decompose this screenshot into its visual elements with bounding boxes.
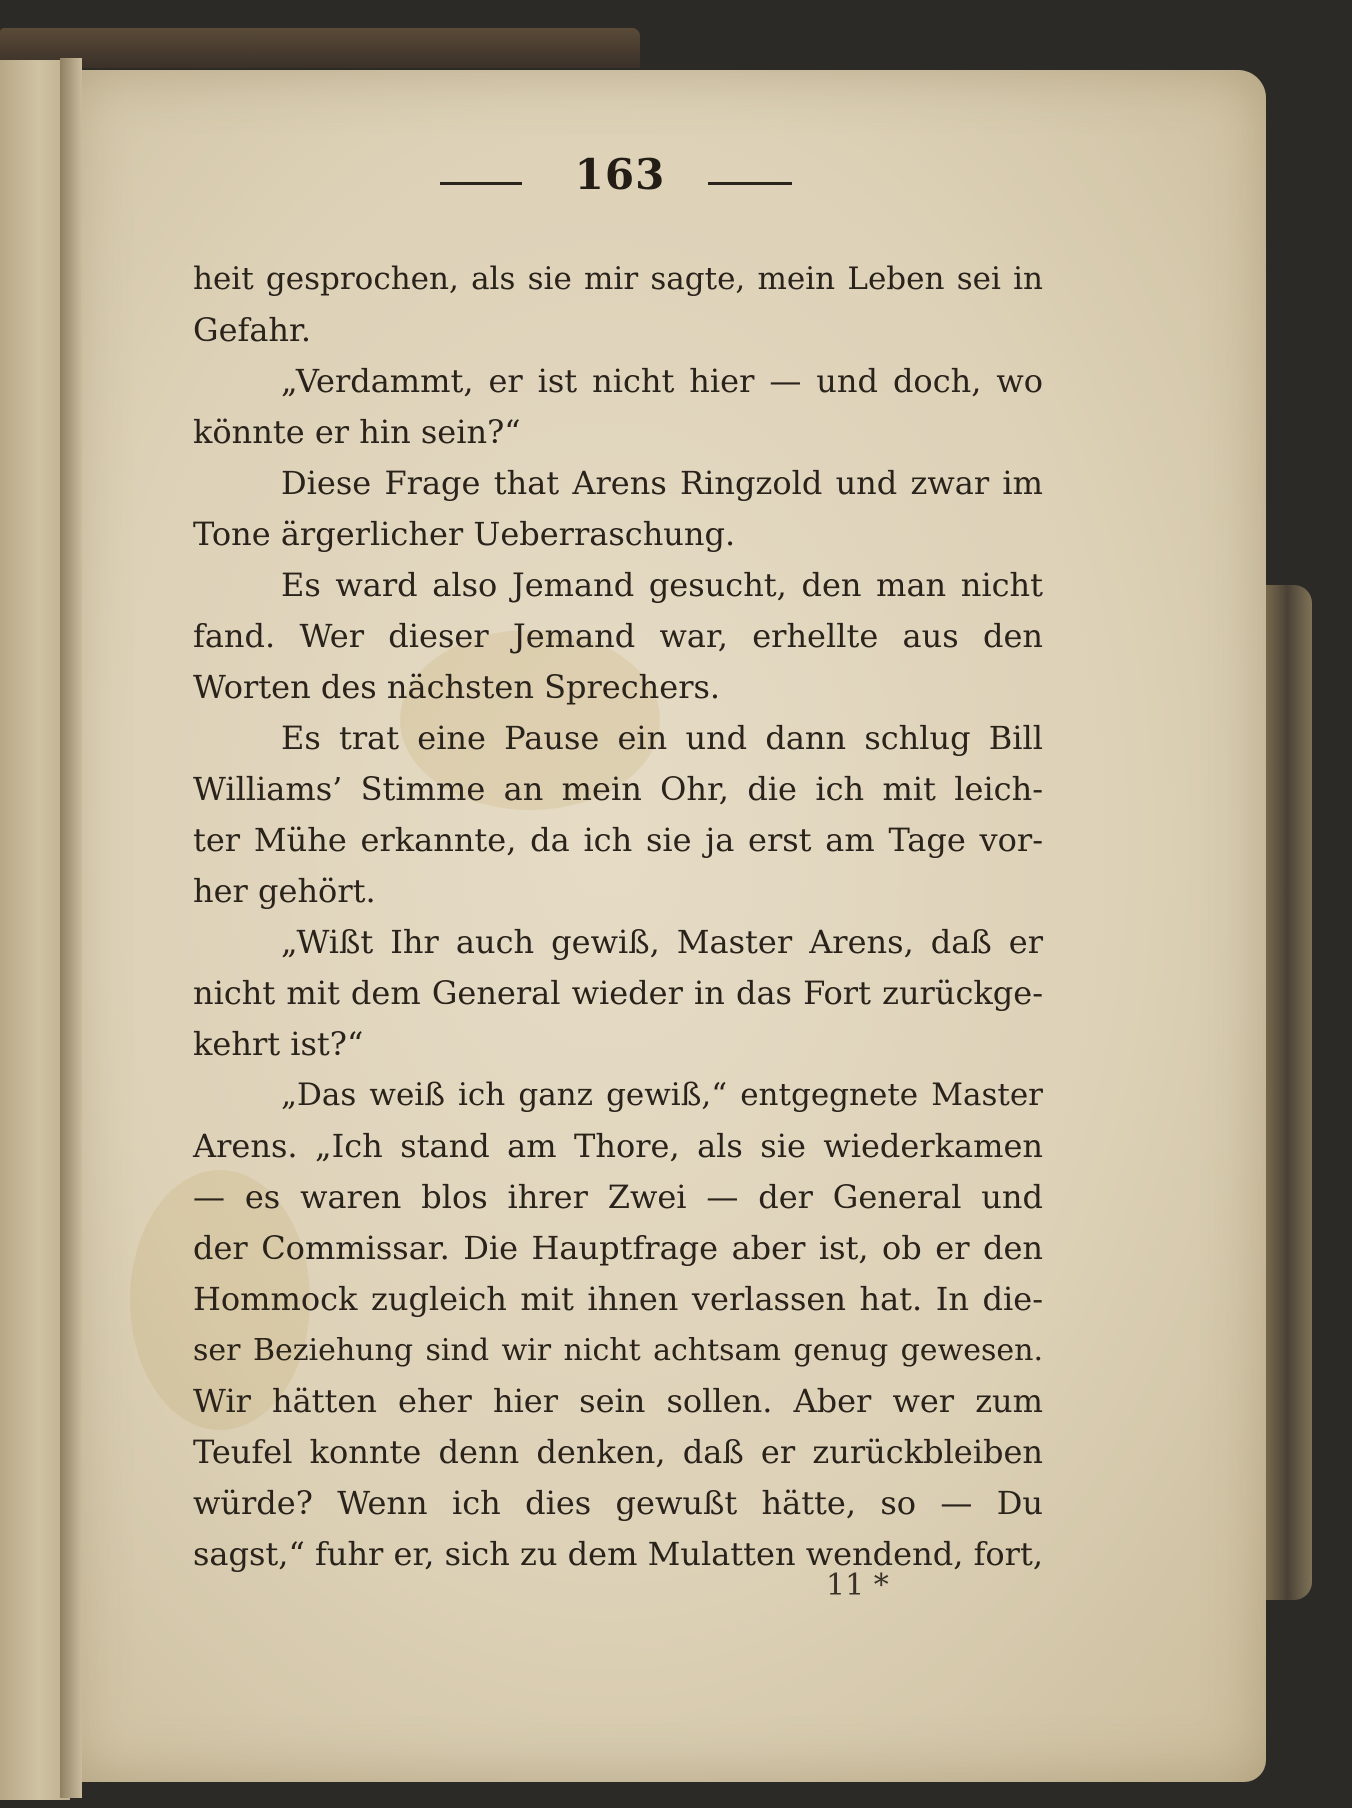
text-line: Diese Frage that Arens Ringzold und zwar im bbox=[281, 464, 1043, 502]
text-line: her gehört. bbox=[193, 872, 376, 910]
text-line: Tone ärgerlicher Ueberraschung. bbox=[193, 515, 736, 553]
text-line: Es trat eine Pause ein und dann schlug Bill bbox=[281, 719, 1043, 757]
printer-signature: 11 * bbox=[826, 1568, 889, 1603]
text-line: — es waren blos ihrer Zwei — der General und bbox=[193, 1178, 1043, 1216]
text-line: könnte er hin sein?“ bbox=[193, 413, 521, 451]
page-header bbox=[0, 150, 1352, 210]
text-line: kehrt ist?“ bbox=[193, 1025, 364, 1063]
text-line: „Das weiß ich ganz gewiß,“ entgegnete Master bbox=[281, 1077, 1043, 1113]
text-line: ter Mühe erkannte, da ich sie ja erst am Tage vor- bbox=[193, 821, 1043, 859]
text-line: der Commissar. Die Hauptfrage aber ist, ob er den bbox=[193, 1229, 1043, 1267]
text-line: fand. Wer dieser Jemand war, erhellte aus den bbox=[193, 617, 1043, 655]
text-line: „Verdammt, er ist nicht hier — und doch, wo bbox=[281, 362, 1043, 400]
header-rule-left bbox=[440, 182, 522, 185]
text-line: „Wißt Ihr auch gewiß, Master Arens, daß er bbox=[281, 923, 1043, 961]
text-line: Gefahr. bbox=[193, 311, 311, 349]
page-body-text bbox=[193, 254, 1043, 1580]
text-line: Teufel konnte denn denken, daß er zurückbleiben bbox=[193, 1433, 1043, 1471]
text-line: Williams’ Stimme an mein Ohr, die ich mit leich- bbox=[193, 770, 1043, 808]
text-line: ser Beziehung sind wir nicht achtsam genug gewesen. bbox=[193, 1333, 1043, 1368]
text-line: heit gesprochen, als sie mir sagte, mein Leben sei in bbox=[193, 261, 1043, 297]
header-rule-right bbox=[708, 182, 792, 185]
text-line: Hommock zugleich mit ihnen verlassen hat. In die- bbox=[193, 1280, 1043, 1318]
text-line: Wir hätten eher hier sein sollen. Aber wer zum bbox=[193, 1382, 1043, 1420]
text-line: Arens. „Ich stand am Thore, als sie wiederkamen bbox=[193, 1127, 1043, 1165]
text-line: Es ward also Jemand gesucht, den man nicht bbox=[281, 566, 1043, 604]
book-gutter bbox=[60, 58, 82, 1798]
page-number: 163 bbox=[574, 150, 666, 199]
book-cover-top bbox=[0, 28, 640, 68]
text-line: Worten des nächsten Sprechers. bbox=[193, 668, 721, 706]
text-line: nicht mit dem General wieder in das Fort zurückge- bbox=[193, 974, 1043, 1012]
text-line: würde? Wenn ich dies gewußt hätte, so — Du bbox=[193, 1484, 1043, 1522]
text-line: sagst,“ fuhr er, sich zu dem Mulatten wendend, fort, bbox=[193, 1535, 1043, 1573]
